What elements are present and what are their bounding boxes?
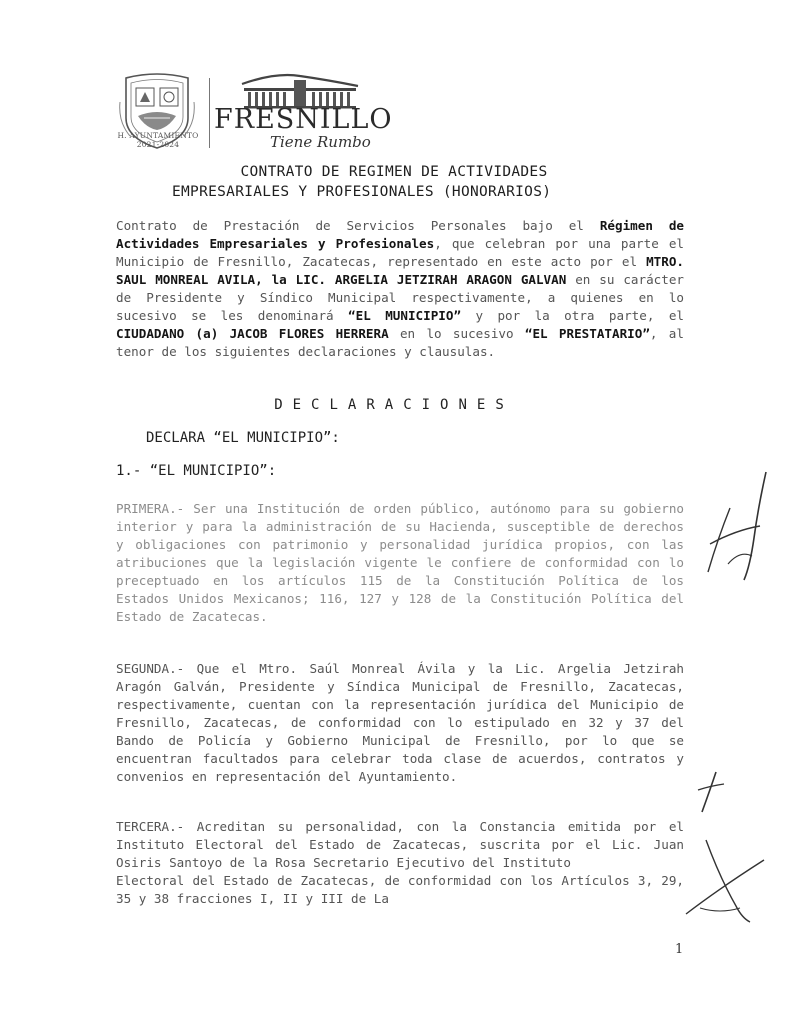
intro-text-segment: y por la otra parte, el [461,308,684,323]
clause-tercera-part-2: Electoral del Estado de Zacatecas, de conformidad con los Artículos 3, 29, 35 y 38 fracciones I, II y III de La [116,873,684,906]
intro-text-segment: , al tenor de los siguientes declaraciones y clausulas. [116,326,684,359]
seal-caption: H. AYUNTAMIENTO 2021-2024 [117,131,199,149]
intro-text-segment: en su carácter de Presidente y Síndico Municipal respectivamente, a quienes en lo sucesivo se les denominará [116,272,684,323]
intro-text-segment: en lo sucesivo [388,326,525,341]
margin-signature-2-icon [694,768,728,816]
section-municipio-label: 1.- “EL MUNICIPIO”: [116,463,277,479]
intro-bold-segment: Régimen de Actividades Empresariales y Profesionales [116,218,684,251]
intro-text-segment: Contrato de Prestación de Servicios Personales bajo el [116,218,600,233]
logo-tagline: Tiene Rumbo [270,133,371,151]
intro-text-segment: , que celebran por una parte el Municipio de Fresnillo, Zacatecas, representado en este acto por el [116,236,684,269]
clause-primera: PRIMERA.- Ser una Institución de orden público, autónomo para su gobierno interior y para la administración de su Hacienda, susceptible de derechos y obligaciones con patrimonio y personalidad jurídica propios, con las atribuciones que la legislación vigente le confiere de conformidad con lo preceptuado en los artículos 115 de la Constitución Política de los Estados Unidos Mexicanos; 116, 127 y 128 de la Constitución Política del Estado de Zacatecas. [116,501,684,624]
contract-title-line-1: CONTRATO DE REGIMEN DE ACTIVIDADES [240,164,548,180]
intro-bold-segment: MTRO. SAUL MONREAL AVILA, la LIC. ARGELIA JETZIRAH ARAGON GALVAN [116,254,684,287]
margin-signature-1-icon [700,468,772,588]
margin-signature-3-icon [680,838,770,928]
intro-bold-segment: “EL PRESTATARIO” [524,326,650,341]
declaraciones-heading: DECLARACIONES [274,397,514,413]
declara-municipio-label: DECLARA “EL MUNICIPIO”: [146,430,340,446]
header-divider [209,78,210,148]
clause-tercera-part-1: TERCERA.- Acreditan su personalidad, con la Constancia emitida por el Instituto Electoral del Estado de Zacatecas, suscrita por el Lic. Juan Osiris Santoyo de la Rosa Secretario Ejecutivo del Instituto [116,819,684,870]
clause-segunda: SEGUNDA.- Que el Mtro. Saúl Monreal Ávila y la Lic. Argelia Jetzirah Aragón Galván, Presidente y Síndica Municipal de Fresnillo, Zacatecas, respectivamente, cuentan con la representación jurídica del Municipio de Fresnillo, Zacatecas, de conformidad con lo estipulado en 32 y 37 del Bando de Policía y Gobierno Municipal de Fresnillo, por lo que se encuentran facultados para celebrar toda clase de acuerdos, contratos y convenios en representación del Ayuntamiento. [116,661,684,784]
intro-bold-segment: “EL MUNICIPIO” [348,308,462,323]
page-number: 1 [675,942,684,957]
logo-wordmark: FRESNILLO [214,104,393,135]
intro-paragraph [116,217,684,361]
intro-bold-segment: CIUDADANO (a) JACOB FLORES HERRERA [116,326,389,341]
contract-title-line-2: EMPRESARIALES Y PROFESIONALES (HONORARIOS) [172,184,552,200]
